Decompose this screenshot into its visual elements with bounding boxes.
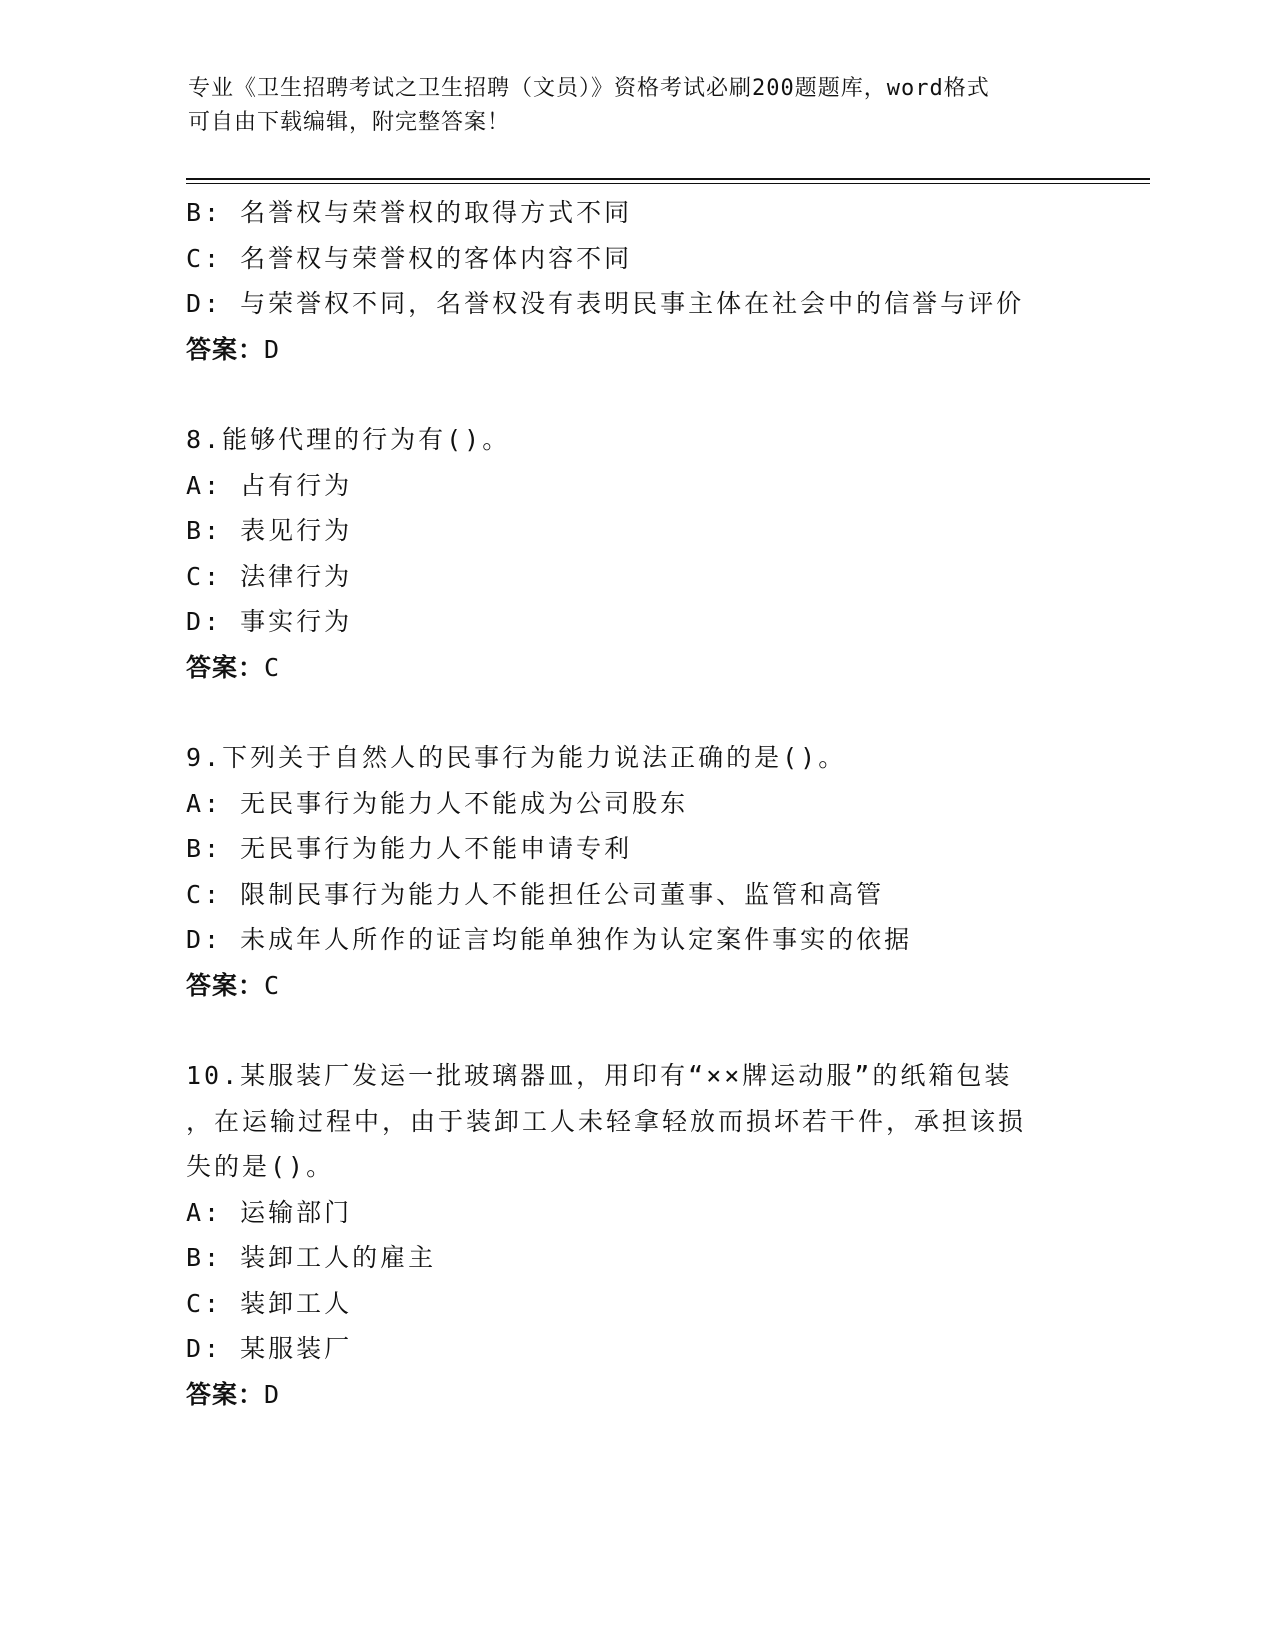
- option-c: C: 名誉权与荣誉权的客体内容不同: [186, 243, 633, 273]
- answer-label: 答案：: [186, 334, 265, 364]
- option-a: A: 占有行为: [186, 470, 353, 500]
- option-b: B: 装卸工人的雇主: [186, 1243, 437, 1272]
- header-line-1: 专业《卫生招聘考试之卫生招聘（文员）》资格考试必刷200题题库，word格式: [188, 76, 990, 101]
- option-d: D: 未成年人所作的证言均能单独作为认定案件事实的依据: [186, 925, 913, 954]
- answer-value: D: [264, 1379, 281, 1409]
- option-d: D: 事实行为: [186, 607, 353, 636]
- answer-value: C: [264, 970, 281, 1000]
- option-c: C: 限制民事行为能力人不能担任公司董事、监管和高管: [186, 879, 885, 909]
- option-c: C: 装卸工人: [186, 1288, 353, 1318]
- answer-line: [186, 963, 1086, 1009]
- answer-label: 答案：: [186, 1379, 265, 1409]
- option-d: D: 某服装厂: [186, 1334, 353, 1363]
- header-line-2: 可自由下载编辑，附完整答案！: [188, 110, 511, 135]
- question-9: [186, 735, 1086, 1008]
- option-a: A: 运输部门: [186, 1197, 353, 1227]
- answer-label: 答案：: [186, 970, 265, 1000]
- question-stem: 8.能够代理的行为有()。: [186, 425, 511, 454]
- answer-line: [186, 645, 1086, 691]
- option-c: C: 法律行为: [186, 561, 353, 591]
- question-10: [186, 1053, 1086, 1417]
- answer-value: D: [264, 334, 281, 364]
- answer-value: C: [264, 652, 281, 682]
- answer-label: 答案：: [186, 652, 265, 682]
- question-stem: 9.下列关于自然人的民事行为能力说法正确的是()。: [186, 743, 847, 772]
- spacer: [186, 372, 1086, 417]
- spacer: [186, 690, 1086, 735]
- question-8: [186, 417, 1086, 690]
- question-stem-line-2: ，在运输过程中，由于装卸工人未轻拿轻放而损坏若干件，承担该损: [186, 1106, 1027, 1136]
- answer-line: [186, 327, 1086, 373]
- option-b: B: 表见行为: [186, 516, 353, 545]
- option-a: A: 无民事行为能力人不能成为公司股东: [186, 788, 689, 818]
- header-rule-thin: [186, 183, 1150, 184]
- document-header: [188, 72, 1088, 140]
- question-stem-line-3: 失的是()。: [186, 1152, 335, 1181]
- question-content: [186, 190, 1086, 1417]
- option-b: B: 名誉权与荣誉权的取得方式不同: [186, 198, 633, 227]
- question-stem-line-1: 10.某服装厂发运一批玻璃器皿，用印有“××牌运动服”的纸箱包装: [186, 1061, 1013, 1090]
- header-rule-thick: [186, 178, 1150, 180]
- option-d: D: 与荣誉权不同，名誉权没有表明民事主体在社会中的信誉与评价: [186, 289, 1025, 318]
- option-b: B: 无民事行为能力人不能申请专利: [186, 834, 633, 863]
- previous-question: [186, 190, 1086, 372]
- spacer: [186, 1008, 1086, 1053]
- answer-line: [186, 1372, 1086, 1418]
